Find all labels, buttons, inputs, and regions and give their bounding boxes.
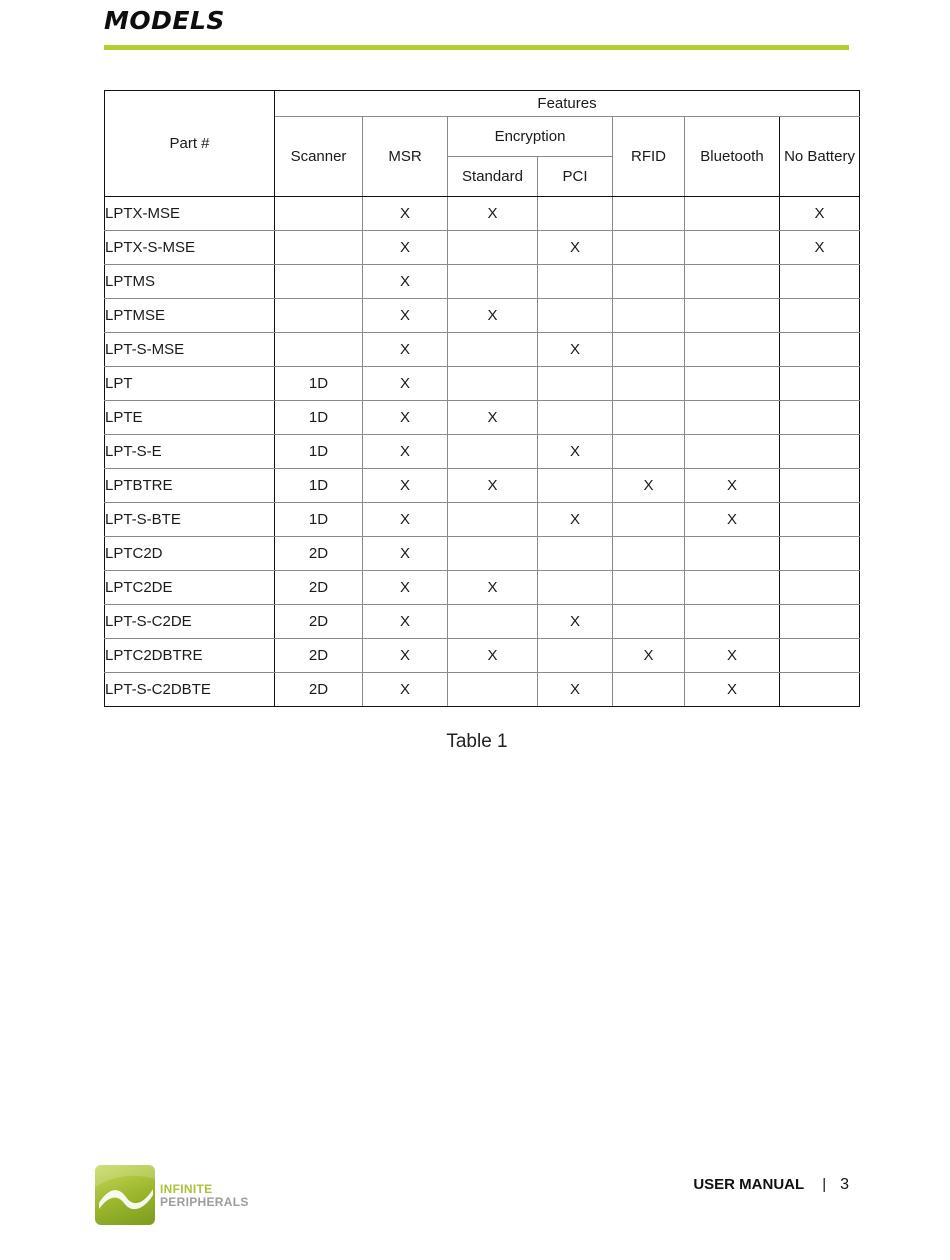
cell-bluetooth xyxy=(685,231,780,265)
cell-no-battery xyxy=(780,469,860,503)
table-row xyxy=(105,469,860,503)
cell-rfid xyxy=(613,503,685,537)
cell-scanner: 1D xyxy=(275,503,363,537)
cell-standard xyxy=(448,367,538,401)
cell-part: LPTC2DBTRE xyxy=(105,639,275,673)
cell-pci xyxy=(538,537,613,571)
table-row xyxy=(105,639,860,673)
cell-no-battery xyxy=(780,673,860,707)
table-row xyxy=(105,265,860,299)
pci-header: PCI xyxy=(538,157,613,197)
cell-rfid xyxy=(613,571,685,605)
cell-scanner: 2D xyxy=(275,537,363,571)
cell-part: LPT-S-C2DE xyxy=(105,605,275,639)
encryption-header: Encryption xyxy=(448,117,613,157)
cell-bluetooth xyxy=(685,299,780,333)
cell-msr: X xyxy=(363,367,448,401)
models-table xyxy=(104,90,860,707)
cell-msr: X xyxy=(363,265,448,299)
cell-pci: X xyxy=(538,673,613,707)
cell-scanner: 1D xyxy=(275,435,363,469)
page-number: 3 xyxy=(840,1176,849,1193)
cell-msr: X xyxy=(363,673,448,707)
cell-pci xyxy=(538,571,613,605)
cell-rfid xyxy=(613,231,685,265)
cell-part: LPTX-S-MSE xyxy=(105,231,275,265)
cell-pci xyxy=(538,197,613,231)
cell-standard: X xyxy=(448,469,538,503)
cell-pci: X xyxy=(538,333,613,367)
footer-page-info xyxy=(693,1176,849,1194)
cell-scanner: 2D xyxy=(275,605,363,639)
cell-standard xyxy=(448,265,538,299)
cell-pci xyxy=(538,401,613,435)
cell-msr: X xyxy=(363,639,448,673)
cell-standard: X xyxy=(448,197,538,231)
features-header: Features xyxy=(275,91,860,117)
cell-scanner: 1D xyxy=(275,469,363,503)
cell-no-battery xyxy=(780,333,860,367)
cell-no-battery xyxy=(780,435,860,469)
cell-rfid xyxy=(613,299,685,333)
table-row xyxy=(105,401,860,435)
table-row xyxy=(105,503,860,537)
cell-scanner: 1D xyxy=(275,401,363,435)
cell-bluetooth xyxy=(685,333,780,367)
cell-pci xyxy=(538,265,613,299)
table-row xyxy=(105,673,860,707)
cell-part: LPTE xyxy=(105,401,275,435)
cell-pci xyxy=(538,469,613,503)
table-row xyxy=(105,299,860,333)
cell-part: LPT-S-E xyxy=(105,435,275,469)
cell-standard xyxy=(448,503,538,537)
logo-wordmark xyxy=(160,1183,249,1209)
cell-part: LPTMS xyxy=(105,265,275,299)
cell-standard: X xyxy=(448,299,538,333)
table-caption: Table 1 xyxy=(446,731,508,752)
cell-part: LPT-S-MSE xyxy=(105,333,275,367)
cell-msr: X xyxy=(363,299,448,333)
page-title: MODELS xyxy=(104,6,225,35)
cell-rfid xyxy=(613,367,685,401)
rfid-header: RFID xyxy=(613,117,685,197)
cell-rfid xyxy=(613,537,685,571)
cell-pci: X xyxy=(538,435,613,469)
cell-no-battery xyxy=(780,571,860,605)
cell-pci xyxy=(538,639,613,673)
cell-msr: X xyxy=(363,469,448,503)
cell-msr: X xyxy=(363,537,448,571)
cell-pci xyxy=(538,299,613,333)
standard-header: Standard xyxy=(448,157,538,197)
cell-pci: X xyxy=(538,231,613,265)
table-row xyxy=(105,435,860,469)
cell-no-battery xyxy=(780,265,860,299)
cell-scanner: 2D xyxy=(275,639,363,673)
bluetooth-header: Bluetooth xyxy=(685,117,780,197)
cell-bluetooth xyxy=(685,367,780,401)
msr-header: MSR xyxy=(363,117,448,197)
part-number-header: Part # xyxy=(105,91,275,197)
cell-scanner: 2D xyxy=(275,673,363,707)
cell-msr: X xyxy=(363,571,448,605)
table-row xyxy=(105,197,860,231)
cell-msr: X xyxy=(363,231,448,265)
cell-bluetooth xyxy=(685,537,780,571)
cell-pci: X xyxy=(538,605,613,639)
cell-no-battery xyxy=(780,401,860,435)
cell-scanner xyxy=(275,333,363,367)
cell-scanner xyxy=(275,265,363,299)
cell-standard xyxy=(448,605,538,639)
cell-rfid: X xyxy=(613,639,685,673)
cell-part: LPT xyxy=(105,367,275,401)
table-row xyxy=(105,367,860,401)
cell-msr: X xyxy=(363,197,448,231)
cell-bluetooth xyxy=(685,401,780,435)
cell-rfid xyxy=(613,673,685,707)
cell-standard: X xyxy=(448,401,538,435)
cell-standard: X xyxy=(448,571,538,605)
cell-bluetooth: X xyxy=(685,639,780,673)
cell-no-battery xyxy=(780,367,860,401)
cell-msr: X xyxy=(363,435,448,469)
cell-part: LPT-S-BTE xyxy=(105,503,275,537)
user-manual-label: USER MANUAL xyxy=(693,1176,805,1193)
cell-no-battery: X xyxy=(780,231,860,265)
cell-scanner xyxy=(275,231,363,265)
table-row xyxy=(105,571,860,605)
cell-scanner xyxy=(275,197,363,231)
title-underline xyxy=(104,45,849,50)
cell-msr: X xyxy=(363,333,448,367)
cell-rfid xyxy=(613,265,685,299)
scanner-header: Scanner xyxy=(275,117,363,197)
cell-no-battery xyxy=(780,537,860,571)
footer-separator: | xyxy=(822,1176,827,1193)
cell-rfid xyxy=(613,435,685,469)
cell-bluetooth: X xyxy=(685,673,780,707)
cell-msr: X xyxy=(363,605,448,639)
cell-rfid xyxy=(613,333,685,367)
cell-no-battery xyxy=(780,299,860,333)
no-battery-header: No Battery xyxy=(780,117,860,197)
cell-bluetooth xyxy=(685,435,780,469)
cell-rfid xyxy=(613,401,685,435)
cell-part: LPTBTRE xyxy=(105,469,275,503)
cell-rfid xyxy=(613,197,685,231)
cell-no-battery xyxy=(780,639,860,673)
cell-standard: X xyxy=(448,639,538,673)
cell-msr: X xyxy=(363,401,448,435)
table-row xyxy=(105,605,860,639)
cell-part: LPTMSE xyxy=(105,299,275,333)
cell-part: LPT-S-C2DBTE xyxy=(105,673,275,707)
cell-standard xyxy=(448,537,538,571)
cell-part: LPTC2DE xyxy=(105,571,275,605)
cell-pci xyxy=(538,367,613,401)
cell-scanner: 2D xyxy=(275,571,363,605)
logo-line-2: PERIPHERALS xyxy=(160,1195,249,1209)
table-row xyxy=(105,231,860,265)
cell-bluetooth: X xyxy=(685,469,780,503)
table-row xyxy=(105,333,860,367)
cell-msr: X xyxy=(363,503,448,537)
cell-bluetooth xyxy=(685,571,780,605)
models-table-body xyxy=(105,197,860,707)
cell-bluetooth xyxy=(685,265,780,299)
cell-rfid: X xyxy=(613,469,685,503)
logo-line-1: INFINITE xyxy=(160,1182,213,1196)
cell-standard xyxy=(448,231,538,265)
cell-no-battery xyxy=(780,605,860,639)
cell-part: LPTC2D xyxy=(105,537,275,571)
cell-no-battery xyxy=(780,503,860,537)
cell-bluetooth xyxy=(685,197,780,231)
cell-scanner xyxy=(275,299,363,333)
cell-standard xyxy=(448,673,538,707)
cell-standard xyxy=(448,333,538,367)
cell-standard xyxy=(448,435,538,469)
infinite-peripherals-logo-icon xyxy=(95,1165,155,1225)
cell-scanner: 1D xyxy=(275,367,363,401)
cell-part: LPTX-MSE xyxy=(105,197,275,231)
cell-rfid xyxy=(613,605,685,639)
cell-pci: X xyxy=(538,503,613,537)
cell-no-battery: X xyxy=(780,197,860,231)
table-row xyxy=(105,537,860,571)
cell-bluetooth xyxy=(685,605,780,639)
cell-bluetooth: X xyxy=(685,503,780,537)
